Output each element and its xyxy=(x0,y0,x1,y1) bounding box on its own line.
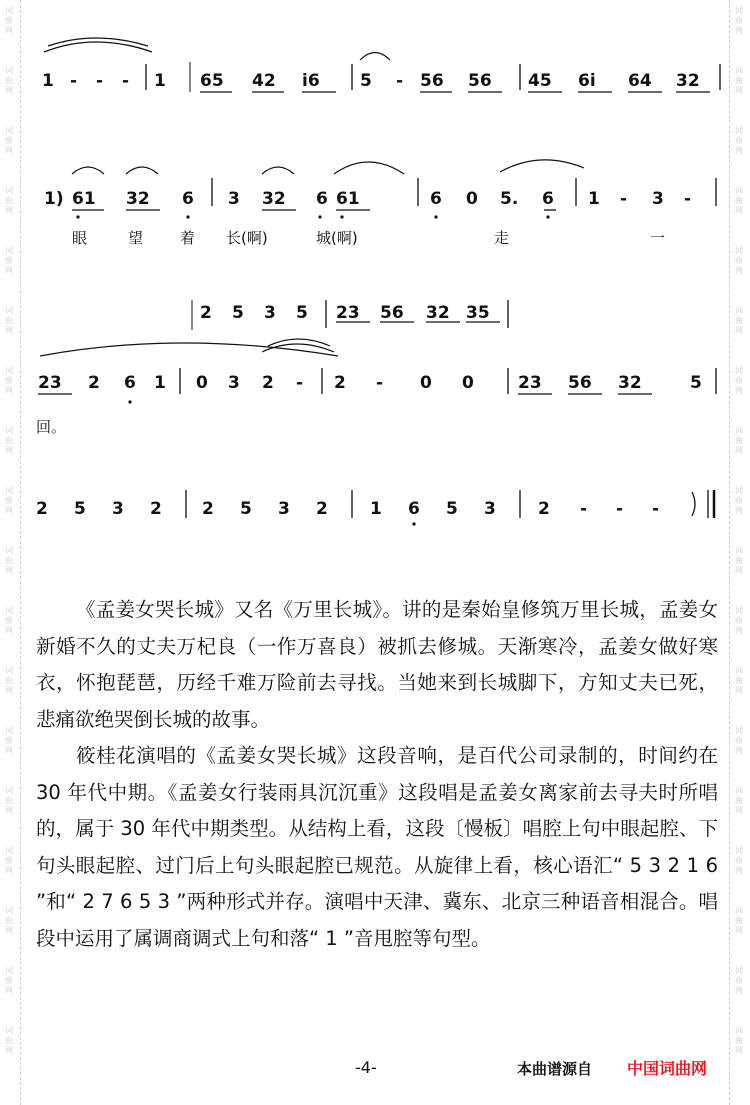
note: 2 xyxy=(316,499,328,519)
note: i6 xyxy=(302,71,320,91)
note: 5 xyxy=(232,303,244,323)
note: 56 xyxy=(420,71,444,91)
watermark-text: 词 曲 网 xyxy=(735,486,743,515)
note: - xyxy=(122,71,130,91)
watermark-text: 词 曲 网 xyxy=(735,846,743,875)
source-site-link[interactable]: 中国词曲网 xyxy=(627,1059,708,1078)
note: 23 xyxy=(38,373,62,393)
note: 5 xyxy=(240,499,252,519)
source-label: 本曲谱源自 xyxy=(517,1060,593,1078)
lyric: 城(啊) xyxy=(316,229,358,247)
note: 2 xyxy=(334,373,346,393)
note: 3 xyxy=(228,373,240,393)
note: - xyxy=(616,499,624,519)
watermark-text: 词 曲 网 xyxy=(735,546,743,575)
note: 0 xyxy=(196,373,208,393)
lyric: 一 xyxy=(650,229,666,247)
note: 6 xyxy=(124,373,136,393)
paragraph-2: 筱桂花演唱的《孟姜女哭长城》这段音响，是百代公司录制的，时间约在 30 年代中期。《孟姜女行装雨具沉沉重》这段唱是孟姜女离家前去寻夫时所唱的，属于 30 年代中期类型。从结构上看，这段〔慢板〕唱腔上句中眼起腔、下句头眼起腔、过门后上句头眼起腔已规范。从旋律上看，核心语汇“ 5 3 2 1 6 ”和“ 2 7 6 5 3 ”两种形式并存。演唱中天津、冀东、北京三种语音相混合。唱段中运用了属调商调式上句和落“ 1 ”音甩腔等句型。 xyxy=(36,744,718,950)
watermark-text: 词 曲 网 xyxy=(5,1026,13,1055)
note: 35 xyxy=(466,303,490,323)
note: 2 xyxy=(150,499,162,519)
watermark-text: 词 曲 网 xyxy=(735,246,743,275)
watermark-text: 词 曲 网 xyxy=(5,6,13,35)
note: 3 xyxy=(652,189,664,209)
watermark-text: 词 曲 网 xyxy=(735,426,743,455)
note: - xyxy=(652,499,660,519)
lyric: 走 xyxy=(494,229,510,247)
note: 6 xyxy=(430,189,442,209)
paragraph-1: 《孟姜女哭长城》又名《万里长城》。讲的是秦始皇修筑万里长城，孟姜女新婚不久的丈夫万杞良（一作万喜良）被抓去修城。天渐寒冷，孟姜女做好寒衣，怀抱琵琶，历经千难万险前去寻找。当她来到长城脚下，方知丈夫已死，悲痛欲绝哭倒长城的故事。 xyxy=(36,598,718,731)
note: 2 xyxy=(200,303,212,323)
watermark-text: 词 曲 网 xyxy=(735,606,743,635)
note: 1 xyxy=(370,499,382,519)
note: 32 xyxy=(618,373,642,393)
note: 1) xyxy=(44,189,64,209)
lyric: 着 xyxy=(180,229,196,247)
note: 3 xyxy=(484,499,496,519)
note: - xyxy=(70,71,78,91)
note: 32 xyxy=(126,189,150,209)
watermark-text: 词 曲 网 xyxy=(735,306,743,335)
watermark-text: 词 曲 网 xyxy=(735,126,743,155)
watermark-text: 词 曲 网 xyxy=(5,966,13,995)
note: 2 xyxy=(262,373,274,393)
watermark-text: 词 曲 网 xyxy=(5,66,13,95)
note: 32 xyxy=(426,303,450,323)
watermark-text: 词 曲 网 xyxy=(735,906,743,935)
note: 6i xyxy=(578,71,596,91)
note: 56 xyxy=(380,303,404,323)
watermark-text: 词 曲 网 xyxy=(735,6,743,35)
note: 5 xyxy=(446,499,458,519)
note: 32 xyxy=(676,71,700,91)
watermark-text: 词 曲 网 xyxy=(735,966,743,995)
note: 6 xyxy=(182,189,194,209)
lyric: 长(啊) xyxy=(226,229,268,247)
watermark-text: 词 曲 网 xyxy=(5,366,13,395)
note: 3 xyxy=(278,499,290,519)
note: 0 xyxy=(466,189,478,209)
note: 23 xyxy=(336,303,360,323)
watermark-text: 词 曲 网 xyxy=(735,726,743,755)
note: 2 xyxy=(202,499,214,519)
watermark-text: 词 曲 网 xyxy=(5,306,13,335)
note: - xyxy=(396,71,404,91)
description-text xyxy=(36,592,718,957)
score-line-4 xyxy=(36,490,714,526)
page-number: -4- xyxy=(355,1058,377,1077)
note: 3 xyxy=(112,499,124,519)
note: 5 xyxy=(360,71,372,91)
watermark-text: 词 曲 网 xyxy=(5,786,13,815)
note: 64 xyxy=(628,71,652,91)
watermark-text: 词 曲 网 xyxy=(5,906,13,935)
watermark-text: 词 曲 网 xyxy=(735,666,743,695)
watermark-text: 词 曲 网 xyxy=(5,846,13,875)
watermark-text: 词 曲 网 xyxy=(735,1026,743,1055)
note: 61 xyxy=(336,189,360,209)
note: 5 xyxy=(296,303,308,323)
note: - xyxy=(620,189,628,209)
watermark-text: 词 曲 网 xyxy=(5,486,13,515)
score-line-2 xyxy=(44,160,716,247)
note: - xyxy=(580,499,588,519)
note: 45 xyxy=(528,71,552,91)
score-line-1 xyxy=(42,38,720,92)
note: 3 xyxy=(228,189,240,209)
note: 5 xyxy=(690,373,702,393)
watermark-text: 词 曲 网 xyxy=(735,66,743,95)
watermark-text: 词 曲 网 xyxy=(5,426,13,455)
score-line-3 xyxy=(36,300,716,436)
note: 3 xyxy=(264,303,276,323)
note: 2 xyxy=(88,373,100,393)
note: - xyxy=(296,373,304,393)
note: 42 xyxy=(252,71,276,91)
note: 2 xyxy=(538,499,550,519)
watermark-text: 词 曲 网 xyxy=(5,726,13,755)
note: 1 xyxy=(588,189,600,209)
note: 32 xyxy=(262,189,286,209)
lyric: 回。 xyxy=(36,418,67,436)
note: 65 xyxy=(200,71,224,91)
note: 0 xyxy=(420,373,432,393)
note: 6 xyxy=(316,189,328,209)
note: 1 xyxy=(154,71,166,91)
watermark-text: 词 曲 网 xyxy=(735,186,743,215)
note: - xyxy=(376,373,384,393)
watermark-text: 词 曲 网 xyxy=(5,546,13,575)
note: 5. xyxy=(500,189,519,209)
note: 56 xyxy=(468,71,492,91)
note: 0 xyxy=(462,373,474,393)
note: 6 xyxy=(408,499,420,519)
lyric: 眼 xyxy=(72,229,88,247)
watermark-text: 词 曲 网 xyxy=(735,786,743,815)
note: - xyxy=(684,189,692,209)
note: 56 xyxy=(568,373,592,393)
watermark-text: 词 曲 网 xyxy=(5,246,13,275)
watermark-text: 词 曲 网 xyxy=(5,186,13,215)
lyric: 望 xyxy=(128,229,144,247)
note: 61 xyxy=(72,189,96,209)
note: 5 xyxy=(74,499,86,519)
watermark-text: 词 曲 网 xyxy=(5,606,13,635)
note: 6 xyxy=(542,189,554,209)
note: 23 xyxy=(518,373,542,393)
watermark-text: 词 曲 网 xyxy=(5,666,13,695)
note: 2 xyxy=(36,499,48,519)
note: 1 xyxy=(42,71,54,91)
note: 1 xyxy=(154,373,166,393)
watermark-text: 词 曲 网 xyxy=(5,126,13,155)
note: - xyxy=(96,71,104,91)
watermark-text: 词 曲 网 xyxy=(735,366,743,395)
